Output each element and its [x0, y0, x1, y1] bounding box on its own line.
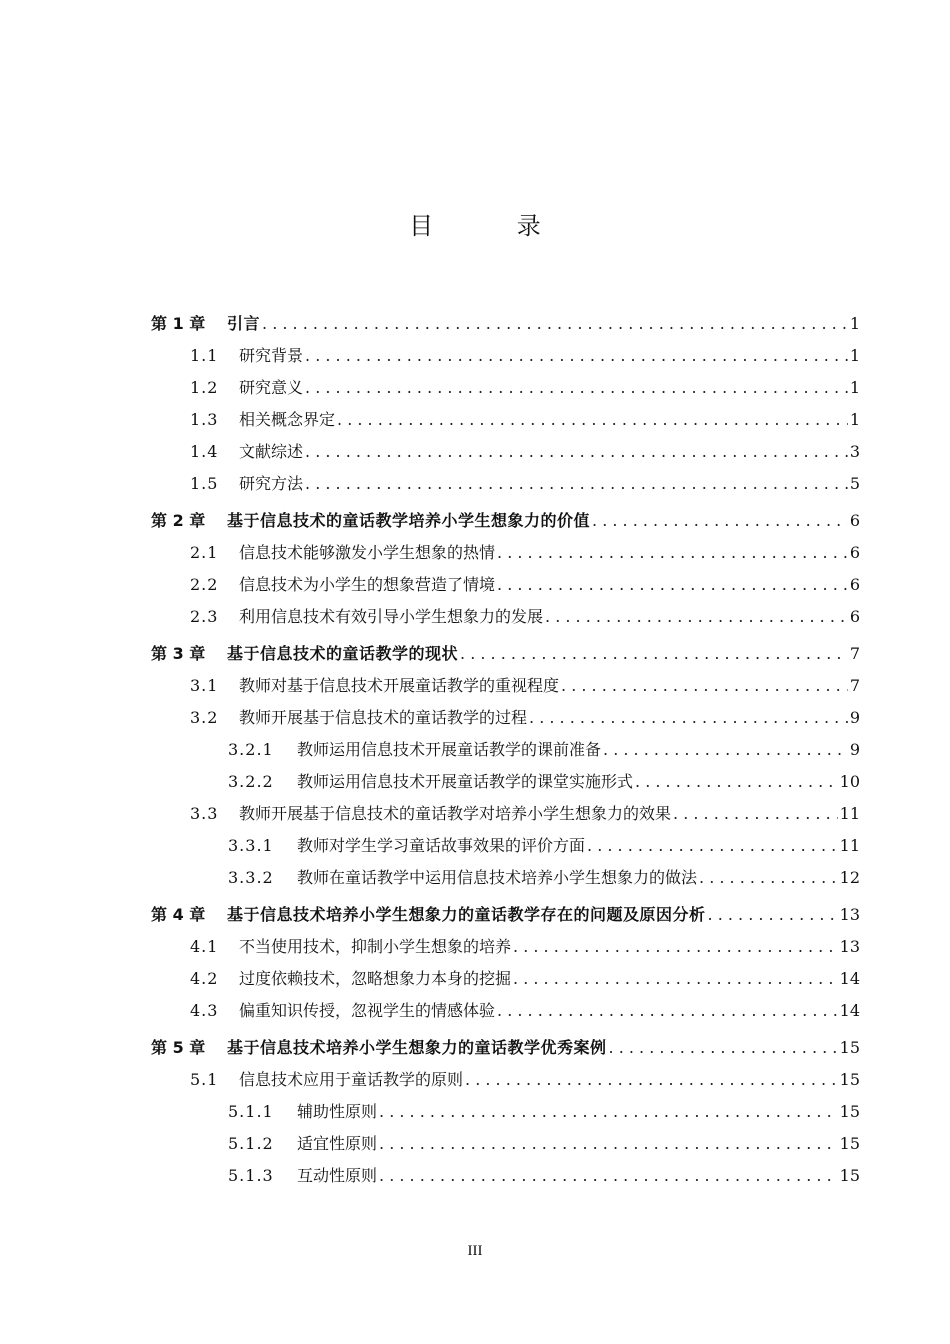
toc-entry[interactable] — [151, 601, 860, 633]
toc-dot-leader — [497, 537, 848, 569]
toc-entry[interactable] — [151, 537, 860, 569]
toc-dot-leader — [305, 468, 848, 500]
toc-entry-page: 10 — [839, 772, 860, 791]
toc-entry-number: 3.2 — [190, 708, 219, 727]
toc-dot-leader — [460, 638, 848, 670]
toc-dot-leader — [592, 505, 848, 537]
toc-entry-number: 2.3 — [190, 607, 219, 626]
toc-entry-title: 信息技术应用于童话教学的原则 — [239, 1070, 464, 1089]
toc-entry-title: 基于信息技术的童话教学的现状 — [227, 644, 459, 663]
toc-entry-title: 互动性原则 — [297, 1166, 378, 1185]
toc-entry[interactable] — [151, 766, 860, 798]
toc-entry-number: 2.2 — [190, 575, 219, 594]
toc-entry-number: 1.3 — [190, 410, 219, 429]
toc-entry-title: 教师对学生学习童话故事效果的评价方面 — [297, 836, 586, 855]
toc-entry-number: 5.1.3 — [228, 1166, 274, 1185]
toc-entry[interactable] — [151, 340, 860, 372]
toc-dot-leader — [379, 1096, 838, 1128]
toc-entry-page: 1 — [849, 410, 860, 429]
toc-dot-leader — [529, 702, 848, 734]
toc-entry-page: 14 — [839, 1001, 860, 1020]
toc-entry[interactable] — [151, 1064, 860, 1096]
toc-dot-leader — [609, 1032, 838, 1064]
toc-entry-page: 6 — [849, 575, 860, 594]
toc-entry-title: 教师开展基于信息技术的童话教学对培养小学生想象力的效果 — [239, 804, 672, 823]
toc-entry-number: 1.2 — [190, 378, 219, 397]
page-title: 目 录 — [409, 212, 579, 240]
toc-entry-title: 偏重知识传授，忽视学生的情感体验 — [239, 1001, 496, 1020]
toc-entry[interactable] — [151, 830, 860, 862]
toc-dot-leader — [545, 601, 848, 633]
toc-entry-title: 过度依赖技术，忽略想象力本身的挖掘 — [239, 969, 512, 988]
toc-entry[interactable] — [151, 734, 860, 766]
toc-dot-leader — [673, 798, 838, 830]
toc-entry[interactable] — [151, 1128, 860, 1160]
toc-entry-page: 13 — [839, 937, 860, 956]
toc-dot-leader — [513, 931, 838, 963]
toc-entry-title: 利用信息技术有效引导小学生想象力的发展 — [239, 607, 544, 626]
toc-entry[interactable] — [151, 404, 860, 436]
toc-entry-title: 引言 — [227, 314, 261, 333]
toc-dot-leader — [561, 670, 848, 702]
toc-entry-number: 3.3 — [190, 804, 219, 823]
toc-dot-leader — [699, 862, 838, 894]
toc-entry[interactable] — [151, 995, 860, 1027]
toc-entry-number: 4.3 — [190, 1001, 219, 1020]
toc-dot-leader — [635, 766, 838, 798]
toc-entry-page: 7 — [849, 676, 860, 695]
toc-entry-number: 1.4 — [190, 442, 219, 461]
toc-entry-title: 相关概念界定 — [239, 410, 336, 429]
toc-entry-page: 15 — [839, 1134, 860, 1153]
toc-dot-leader — [305, 372, 848, 404]
toc-entry-page: 1 — [849, 346, 860, 365]
toc-entry-number: 4.2 — [190, 969, 219, 988]
toc-entry[interactable] — [151, 436, 860, 468]
toc-entry[interactable] — [151, 1160, 860, 1192]
toc-entry-page: 1 — [849, 314, 860, 333]
toc-entry-page: 9 — [849, 708, 860, 727]
toc-entry-title: 不当使用技术，抑制小学生想象的培养 — [239, 937, 512, 956]
toc-dot-leader — [379, 1160, 838, 1192]
toc-entry-page: 6 — [849, 543, 860, 562]
toc-entry-number: 第 2 章 — [151, 511, 206, 530]
toc-entry-number: 第 5 章 — [151, 1038, 206, 1057]
toc-dot-leader — [305, 340, 848, 372]
toc-entry-number: 1.5 — [190, 474, 219, 493]
toc-dot-leader — [337, 404, 848, 436]
toc-entry-number: 5.1.1 — [228, 1102, 274, 1121]
toc-entry-number: 3.1 — [190, 676, 219, 695]
toc-entry-title: 研究背景 — [239, 346, 304, 365]
toc-dot-leader — [497, 569, 848, 601]
toc-entry-number: 2.1 — [190, 543, 219, 562]
toc-entry[interactable] — [151, 670, 860, 702]
toc-entry-page: 7 — [849, 644, 860, 663]
toc-entry-title: 基于信息技术培养小学生想象力的童话教学存在的问题及原因分析 — [227, 905, 706, 924]
page-number: III — [467, 1243, 483, 1259]
toc-dot-leader — [465, 1064, 838, 1096]
toc-entry-page: 1 — [849, 378, 860, 397]
toc-entry[interactable] — [151, 899, 860, 931]
toc-entry-number: 5.1.2 — [228, 1134, 274, 1153]
toc-entry[interactable] — [151, 862, 860, 894]
toc-dot-leader — [379, 1128, 838, 1160]
toc-entry[interactable] — [151, 1096, 860, 1128]
toc-dot-leader — [305, 436, 848, 468]
toc-entry-page: 13 — [839, 905, 860, 924]
toc-entry-page: 15 — [839, 1070, 860, 1089]
toc-entry-page: 11 — [839, 804, 860, 823]
toc-entry[interactable] — [151, 308, 860, 340]
toc-entry-number: 3.2.2 — [228, 772, 274, 791]
toc-entry[interactable] — [151, 963, 860, 995]
toc-entry-page: 15 — [839, 1102, 860, 1121]
toc-entry-page: 9 — [849, 740, 860, 759]
toc-entry-page: 5 — [849, 474, 860, 493]
toc-entry-title: 辅助性原则 — [297, 1102, 378, 1121]
toc-entry-number: 3.3.1 — [228, 836, 274, 855]
toc-entry-number: 1.1 — [190, 346, 219, 365]
toc-entry[interactable] — [151, 1032, 860, 1064]
toc-entry-page: 12 — [839, 868, 860, 887]
toc-entry-number: 3.3.2 — [228, 868, 274, 887]
toc-entry-title: 信息技术为小学生的想象营造了情境 — [239, 575, 496, 594]
toc-entry-page: 15 — [839, 1038, 860, 1057]
toc-entry[interactable] — [151, 638, 860, 670]
toc-entry[interactable] — [151, 505, 860, 537]
toc-entry-page: 11 — [839, 836, 860, 855]
toc-entry[interactable] — [151, 569, 860, 601]
toc-entry-title: 研究意义 — [239, 378, 304, 397]
toc-entry-number: 5.1 — [190, 1070, 219, 1089]
toc-dot-leader — [603, 734, 848, 766]
toc-dot-leader — [513, 963, 838, 995]
toc-entry-title: 教师开展基于信息技术的童话教学的过程 — [239, 708, 528, 727]
toc-entry-title: 基于信息技术培养小学生想象力的童话教学优秀案例 — [227, 1038, 607, 1057]
toc-entry[interactable] — [151, 468, 860, 500]
toc-dot-leader — [587, 830, 838, 862]
toc-dot-leader — [497, 995, 838, 1027]
toc-entry-title: 基于信息技术的童话教学培养小学生想象力的价值 — [227, 511, 591, 530]
toc-entry-page: 6 — [849, 607, 860, 626]
toc-entry-number: 第 4 章 — [151, 905, 206, 924]
toc-entry-number: 第 3 章 — [151, 644, 206, 663]
toc-dot-leader — [708, 899, 838, 931]
toc-entry-number: 4.1 — [190, 937, 219, 956]
toc-entry-title: 信息技术能够激发小学生想象的热情 — [239, 543, 496, 562]
toc-entry-title: 教师在童话教学中运用信息技术培养小学生想象力的做法 — [297, 868, 698, 887]
toc-entry[interactable] — [151, 931, 860, 963]
toc-entry-title: 教师运用信息技术开展童话教学的课堂实施形式 — [297, 772, 634, 791]
table-of-contents — [151, 308, 860, 1192]
toc-entry-title: 研究方法 — [239, 474, 304, 493]
toc-entry-title: 文献综述 — [239, 442, 304, 461]
toc-entry-page: 15 — [839, 1166, 860, 1185]
toc-entry[interactable] — [151, 798, 860, 830]
toc-entry-title: 适宜性原则 — [297, 1134, 378, 1153]
toc-entry[interactable] — [151, 702, 860, 734]
toc-entry[interactable] — [151, 372, 860, 404]
toc-entry-title: 教师运用信息技术开展童话教学的课前准备 — [297, 740, 602, 759]
toc-entry-number: 第 1 章 — [151, 314, 206, 333]
toc-entry-title: 教师对基于信息技术开展童话教学的重视程度 — [239, 676, 560, 695]
toc-entry-page: 6 — [849, 511, 860, 530]
toc-entry-page: 3 — [849, 442, 860, 461]
toc-entry-number: 3.2.1 — [228, 740, 274, 759]
toc-entry-page: 14 — [839, 969, 860, 988]
toc-dot-leader — [262, 308, 848, 340]
